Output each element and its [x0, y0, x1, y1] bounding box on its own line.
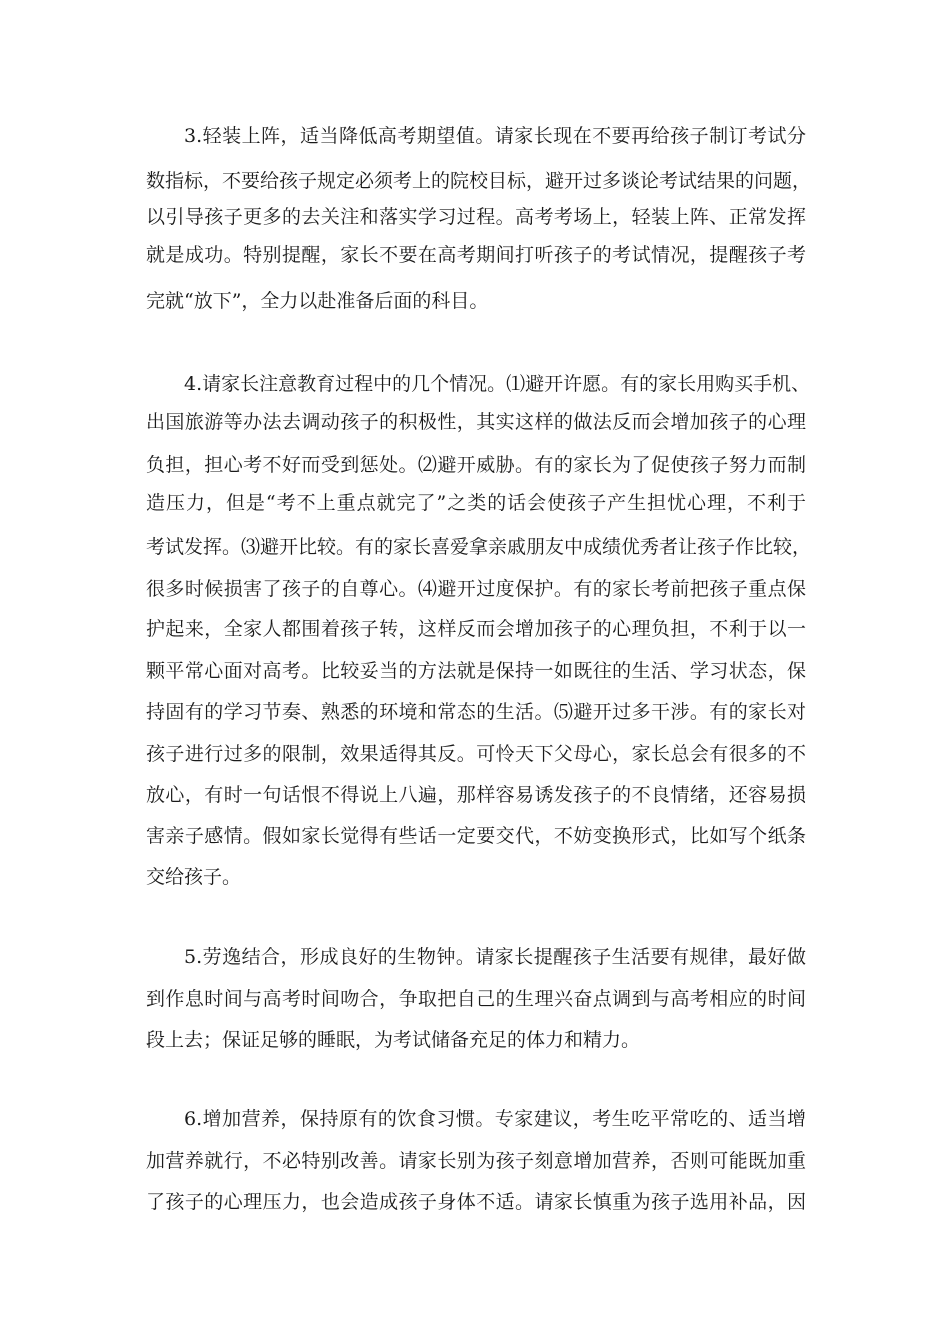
paragraph-line: 段上去；保证足够的睡眠，为考试储备充足的体力和精力。 — [146, 1029, 641, 1051]
paragraph-line: 到作息时间与高考时间吻合，争取把自己的生理兴奋点调到与高考相应的时间 — [146, 988, 806, 1010]
paragraph-line: 害亲子感情。假如家长觉得有些话一定要交代，不妨变换形式，比如写个纸条 — [146, 825, 806, 847]
paragraph-line: 交给孩子。 — [146, 866, 242, 888]
paragraph-line: 很多时候损害了孩子的自尊心。⑷避开过度保护。有的家长考前把孩子重点保 — [146, 578, 806, 600]
paragraph-line: 数指标，不要给孩子规定必须考上的院校目标，避开过多谈论考试结果的问题， — [146, 170, 812, 192]
paragraph-line: 负担，担心考不好而受到惩处。⑵避开威胁。有的家长为了促使孩子努力而制 — [146, 454, 806, 476]
paragraph-line: 完就“放下”，全力以赴准备后面的科目。 — [146, 290, 489, 312]
paragraph-line: 出国旅游等办法去调动孩子的积极性，其实这样的做法反而会增加孩子的心理 — [146, 411, 806, 433]
paragraph-line: 孩子进行过多的限制，效果适得其反。可怜天下父母心，家长总会有很多的不 — [146, 743, 806, 765]
paragraph-line: 3.轻装上阵，适当降低高考期望值。请家长现在不要再给孩子制订考试分 — [184, 125, 806, 147]
paragraph-line: 以引导孩子更多的去关注和落实学习过程。高考考场上，轻装上阵、正常发挥 — [146, 206, 806, 228]
paragraph-line: 5.劳逸结合，形成良好的生物钟。请家长提醒孩子生活要有规律，最好做 — [184, 946, 806, 968]
paragraph-line: 护起来，全家人都围着孩子转，这样反而会增加孩子的心理负担，不利于以一 — [146, 618, 806, 640]
paragraph-line: 6.增加营养，保持原有的饮食习惯。专家建议，考生吃平常吃的、适当增 — [184, 1108, 806, 1130]
paragraph-line: 持固有的学习节奏、熟悉的环境和常态的生活。⑸避开过多干涉。有的家长对 — [146, 701, 806, 723]
paragraph-line: 就是成功。特别提醒，家长不要在高考期间打听孩子的考试情况，提醒孩子考 — [146, 244, 806, 266]
paragraph-line: 造压力，但是“考不上重点就完了”之类的话会使孩子产生担忧心理，不利于 — [146, 492, 806, 514]
paragraph-line: 了孩子的心理压力，也会造成孩子身体不适。请家长慎重为孩子选用补品，因 — [146, 1191, 806, 1213]
paragraph-line: 4.请家长注意教育过程中的几个情况。⑴避开许愿。有的家长用购买手机、 — [184, 373, 811, 395]
paragraph-line: 加营养就行，不必特别改善。请家长别为孩子刻意增加营养，否则可能既加重 — [146, 1150, 806, 1172]
paragraph-line: 放心，有时一句话恨不得说上八遍，那样容易诱发孩子的不良情绪，还容易损 — [146, 784, 806, 806]
paragraph-line: 颗平常心面对高考。比较妥当的方法就是保持一如既往的生活、学习状态，保 — [146, 660, 806, 682]
paragraph-line: 考试发挥。⑶避开比较。有的家长喜爱拿亲戚朋友中成绩优秀者让孩子作比较， — [146, 536, 812, 558]
